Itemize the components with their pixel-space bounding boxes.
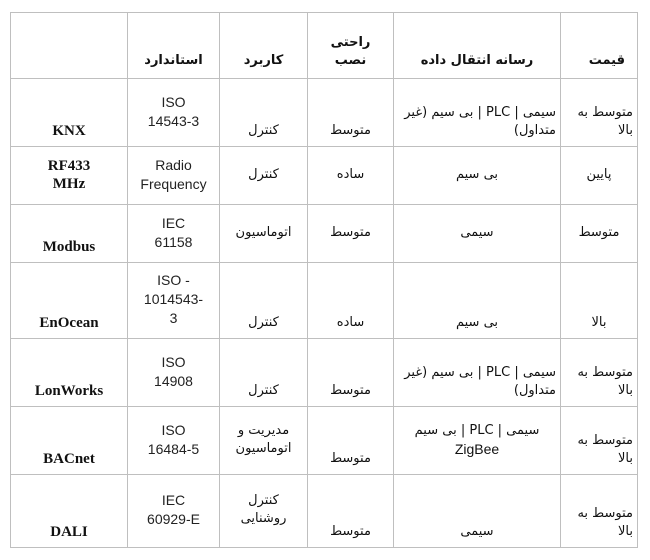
standard-line: 61158 xyxy=(154,233,193,250)
usage-cell: اتوماسیون xyxy=(220,205,308,263)
standard-cell xyxy=(128,263,220,339)
header-ease-line2: نصب xyxy=(334,53,367,68)
usage-line: کنترل xyxy=(248,493,279,508)
price-cell: متوسط به بالا xyxy=(561,79,638,147)
table-row xyxy=(11,407,638,475)
standard-line: 3 xyxy=(169,310,178,326)
price-cell: متوسط به بالا xyxy=(561,475,638,548)
standard-cell xyxy=(128,339,220,407)
header-row xyxy=(11,13,638,79)
price-cell: متوسط xyxy=(561,205,638,263)
medium-line: ZigBee xyxy=(454,440,500,457)
header-usage: کاربرد xyxy=(220,13,308,79)
medium-cell xyxy=(394,339,561,407)
standard-cell xyxy=(128,407,220,475)
standard-line: ISO xyxy=(161,421,186,438)
medium-cell xyxy=(394,79,561,147)
medium-cell: سیمی xyxy=(394,205,561,263)
medium-cell: سیمی xyxy=(394,475,561,548)
medium-line: سیمی | PLC | بی سیم (غیر xyxy=(404,105,556,120)
medium-line: متداول) xyxy=(513,383,556,398)
protocol-name: BACnet xyxy=(11,407,128,475)
medium-line: سیمی | PLC | بی سیم xyxy=(414,422,540,438)
ease-cell: متوسط xyxy=(308,475,394,548)
header-ease-line1: راحتی xyxy=(330,35,371,50)
standard-line: 60929-E xyxy=(147,511,200,527)
standard-line: 1014543- xyxy=(143,291,204,307)
protocol-name-text: RF433 MHz xyxy=(47,157,91,192)
header-price: قیمت xyxy=(561,13,638,79)
standard-line: IEC xyxy=(161,492,186,508)
table-row xyxy=(11,205,638,263)
standard-cell xyxy=(128,205,220,263)
table-row xyxy=(11,263,638,339)
standard-line: 14908 xyxy=(154,372,193,389)
standard-line: ISO - xyxy=(157,272,190,288)
protocol-comparison-table xyxy=(10,12,638,548)
ease-cell: متوسط xyxy=(308,205,394,263)
usage-line: روشنایی xyxy=(240,511,287,526)
table-row xyxy=(11,339,638,407)
medium-cell xyxy=(394,407,561,475)
usage-line: مدیریت و xyxy=(237,422,290,438)
standard-line: Frequency xyxy=(140,175,207,192)
medium-line: سیمی | PLC | بی سیم (غیر xyxy=(404,365,556,380)
ease-cell: متوسط xyxy=(308,407,394,475)
header-ease-of-installation xyxy=(308,13,394,79)
usage-cell: کنترل xyxy=(220,263,308,339)
price-cell: پایین xyxy=(561,147,638,205)
medium-cell: بی سیم xyxy=(394,263,561,339)
standard-cell xyxy=(128,475,220,548)
medium-cell: بی سیم xyxy=(394,147,561,205)
usage-cell xyxy=(220,407,308,475)
price-cell: بالا xyxy=(561,263,638,339)
standard-line: 16484-5 xyxy=(147,440,200,457)
protocol-name: KNX xyxy=(11,79,128,147)
standard-line: ISO xyxy=(161,93,186,110)
price-cell: متوسط به بالا xyxy=(561,339,638,407)
standard-cell xyxy=(128,79,220,147)
usage-line: کنترل xyxy=(248,123,279,138)
medium-line: متداول) xyxy=(513,123,556,138)
header-transmission-medium: رسانه انتقال داده xyxy=(394,13,561,79)
header-cell-empty xyxy=(11,13,128,79)
standard-line: IEC xyxy=(161,214,186,231)
protocol-name: Modbus xyxy=(11,205,128,263)
table-row xyxy=(11,475,638,548)
ease-cell: ساده xyxy=(308,263,394,339)
table-row xyxy=(11,147,638,205)
protocol-name: DALI xyxy=(11,475,128,548)
protocol-name: LonWorks xyxy=(11,339,128,407)
usage-cell xyxy=(220,475,308,548)
standard-line: Radio xyxy=(155,156,192,173)
standard-cell xyxy=(128,147,220,205)
price-cell: متوسط به بالا xyxy=(561,407,638,475)
standard-line: ISO xyxy=(161,353,186,370)
ease-cell: ساده xyxy=(308,147,394,205)
usage-cell: کنترل xyxy=(220,147,308,205)
protocol-name: EnOcean xyxy=(11,263,128,339)
table-row xyxy=(11,79,638,147)
protocol-name xyxy=(11,147,128,205)
header-standard: استاندارد xyxy=(128,13,220,79)
ease-cell: متوسط xyxy=(308,79,394,147)
standard-line: 14543-3 xyxy=(147,112,200,129)
ease-cell: متوسط xyxy=(308,339,394,407)
usage-cell: کنترل xyxy=(220,339,308,407)
usage-cell xyxy=(220,79,308,147)
usage-line: اتوماسیون xyxy=(235,440,292,456)
